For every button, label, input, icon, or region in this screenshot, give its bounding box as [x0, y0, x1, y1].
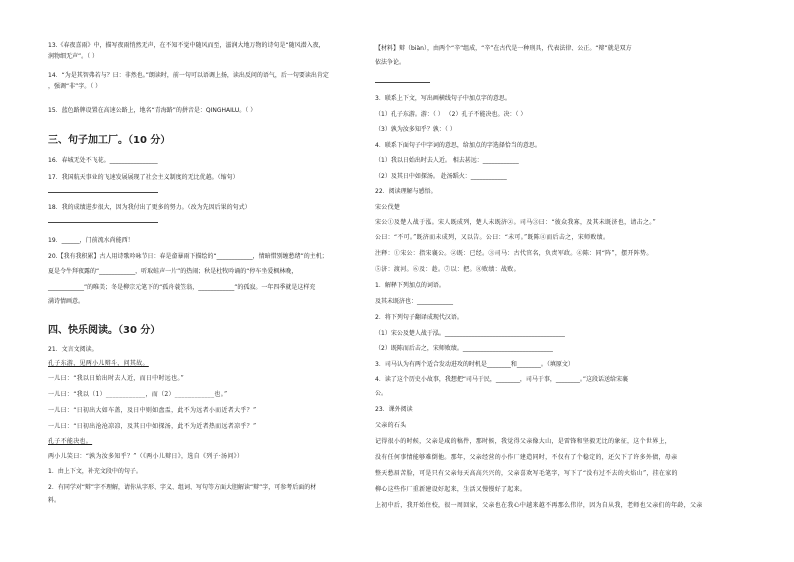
question-14-line-1: 14．“为是其智弗若与？曰：非然也。”朗读时，前一句可以语调上扬，读出反问的语气，后一句要读出肯定 [48, 72, 329, 79]
question-3: 3．联系上下文，写出画横线句子中加点字的意思。 [375, 95, 511, 102]
subquestion-2-line-2: 料。 [48, 497, 61, 504]
question-16: 16．春城无处不飞花。________________ [48, 157, 158, 164]
question-20-line-2: 夏是令牛拜夜露的“____________，听取蛙声一片”的热闹；秋是杜牧吟诵的“停车坐爱枫林晚， [48, 268, 298, 275]
question-15: 15．蓝色路牌设置在高速公路上，地名“青海路”的拼音是：QINGHAILU。（ ） [48, 107, 257, 114]
material-line-2: 依法争论。 [375, 59, 406, 66]
story-note-2: ⑤济：渡河。⑥及：趁。⑦以：把。⑧败绩：战败。 [375, 266, 520, 273]
question-4-item-1: （1）我以日始出时去人近。 相去甚远：____________ [375, 157, 519, 164]
article-line-5: 上初中后，我开始住校，很一周回家，父亲也在我心中越来越不再那么伟岸，因为自从我，老师也父亲们的年龄，父亲 [375, 502, 703, 509]
exercise-4-line-2: 公。 [375, 390, 388, 397]
question-19: 19．______，门前流水尚能西！ [48, 237, 134, 244]
passage-line-7: 两小儿笑曰：“孰为汝多知乎？”（《两小儿辩日》，选自《列子·汤问》） [48, 453, 244, 460]
section-3-heading: 三、句子加工厂。（10 分） [48, 135, 171, 146]
answer-line-18 [48, 222, 158, 223]
question-14-line-2: ，强调“非”字。（ ） [48, 83, 102, 90]
passage-line-2: 一儿曰：“我以日始出时去人近，而日中时远也。” [48, 375, 185, 382]
answer-line-17 [48, 192, 158, 193]
exercise-2-item-1: （1）宋公及楚人战于泓。________________________________________ [375, 330, 565, 337]
story-line-2: 公曰：“不可。”既济而未成列，又以告。公曰：“未可。”既陈④而后击之，宋师败绩。 [375, 234, 610, 241]
question-3-items-2: （3）孰为汝多知乎？孰：（ ） [375, 126, 456, 133]
exercise-4-line-1: 4．读了这个历史小故事，我想把“司马于民，________，司马于事，________。”这段话送给宋襄 [375, 376, 629, 383]
article-line-2: 没有任何事情能够难倒他。那年，父亲经营的小作厂建造同时，不仅有了个稳定的，还欠下了许多外债，母亲 [375, 454, 678, 461]
exercise-2: 2．将下列句子翻译成现代汉语。 [375, 314, 463, 321]
exercise-1-item: 及其未既济也：____________ [375, 298, 454, 305]
section-4-heading: 四、快乐阅读。（30 分） [48, 325, 161, 336]
question-4-item-2: （2）及其日中如探汤。 赴汤蹈火：____________ [375, 173, 507, 180]
passage-line-5: 一儿曰：“日初出沧沧凉凉，及其日中如探汤，此不为近者热而远者凉乎？” [48, 423, 257, 430]
question-18: 18．我的成绩进步很大，因为我付出了更多的努力。（改为先因后果的句式） [48, 204, 251, 211]
answer-line-material [375, 82, 430, 83]
question-3-items-1: （1）孔子东游。游：（ ） （2）孔子不能决也。决：（ ） [375, 111, 527, 118]
exercise-1: 1．解释下列加点的词语。 [375, 282, 445, 289]
exercise-2-item-2: （2）既陈而后击之，宋师败绩。______________________________ [375, 345, 553, 352]
question-20-line-3: ____________”的唯美；冬是柳宗元笔下的“孤舟蓑笠翁，____________”的孤寂。一年四季就是这样充 [48, 284, 316, 291]
article-line-4: 柳心这些作厂重新建设好起来，生活又慢慢好了起来。 [375, 486, 527, 493]
question-23: 23．课外阅读 [375, 406, 413, 413]
material-line-1: 【材料】辩（biàn），由两个“辛”组成，“辛”在古代是一种刑具，代表法律、公正。“辩”就是双方 [375, 45, 632, 52]
question-21: 21．文言文阅读。 [48, 346, 98, 353]
passage-line-4: 一儿曰：“日初出大如车盖，及日中则如盘盂，此不为远者小而近者大乎？” [48, 407, 257, 414]
question-22: 22．阅读理解与感悟。 [375, 188, 437, 195]
passage-line-3: 一儿曰：“我以（1）____________，而（2）____________也。” [48, 391, 228, 398]
passage-line-6: 孔子不能决也。 [48, 438, 93, 445]
story-note-1: 注释：①宋公：指宋襄公。②既：已经。③司马：古代官名，负责军政。④陈：同“阵”，摆开阵势。 [375, 250, 653, 257]
question-20-line-4: 满诗情画意。 [48, 298, 85, 305]
question-17: 17．我国航天事业的飞速发展展现了社会主义制度的无比优越。（缩句） [48, 174, 239, 181]
subquestion-2-line-1: 2．有同学对“辩”字不理解，请你从字形、字义、组词、写句等方面大胆解读“辩”字，可参考后面的材 [48, 484, 317, 491]
question-13-line-2: 润物细无声”。（ ） [48, 53, 99, 60]
article-line-3: 整天愁眉苦脸，可是只有父亲每天高高兴兴的，父亲喜欢写毛笔字，写下了“没有过不去的火焰山”，挂在家的 [375, 470, 678, 477]
subquestion-1: 1．由上下文，补充文段中的句子。 [48, 468, 142, 475]
story-line-1: 宋公①及楚人战于泓。宋人既成列，楚人未既济②。司马③曰：“彼众我寡，及其未既济也，请击之。” [375, 219, 656, 226]
question-4: 4．联系下面句子中字词的意思，给加点的字选择恰当的意思。 [375, 142, 541, 149]
passage-line-1: 孔子东游，见两小儿辩斗，问其故。 [48, 360, 149, 367]
exercise-3: 3．司马认为有两个适合发动进攻的时机是________和________。（填原文） [375, 361, 574, 368]
article-title: 父亲的石头 [375, 422, 407, 429]
article-line-1: 记得很小的时候，父亲是咸的稿件，那时候，我觉得父亲像大山，是雷锋和坚毅无比的象征，这个世界上， [375, 438, 672, 445]
question-20-line-1: 20.【我有我积累】古人用诗歌吟咏节日：春是畲暴雨下描绘的“____________，情暗惜别缠愁绪”的主机； [48, 253, 328, 260]
question-13-line-1: 13.《春夜喜雨》中，描写夜雨悄然无声，在不知不觉中随风而至，滋润大地万物的诗句是“随风潜入夜， [48, 42, 325, 49]
story-title: 宋公伐楚 [375, 204, 401, 211]
